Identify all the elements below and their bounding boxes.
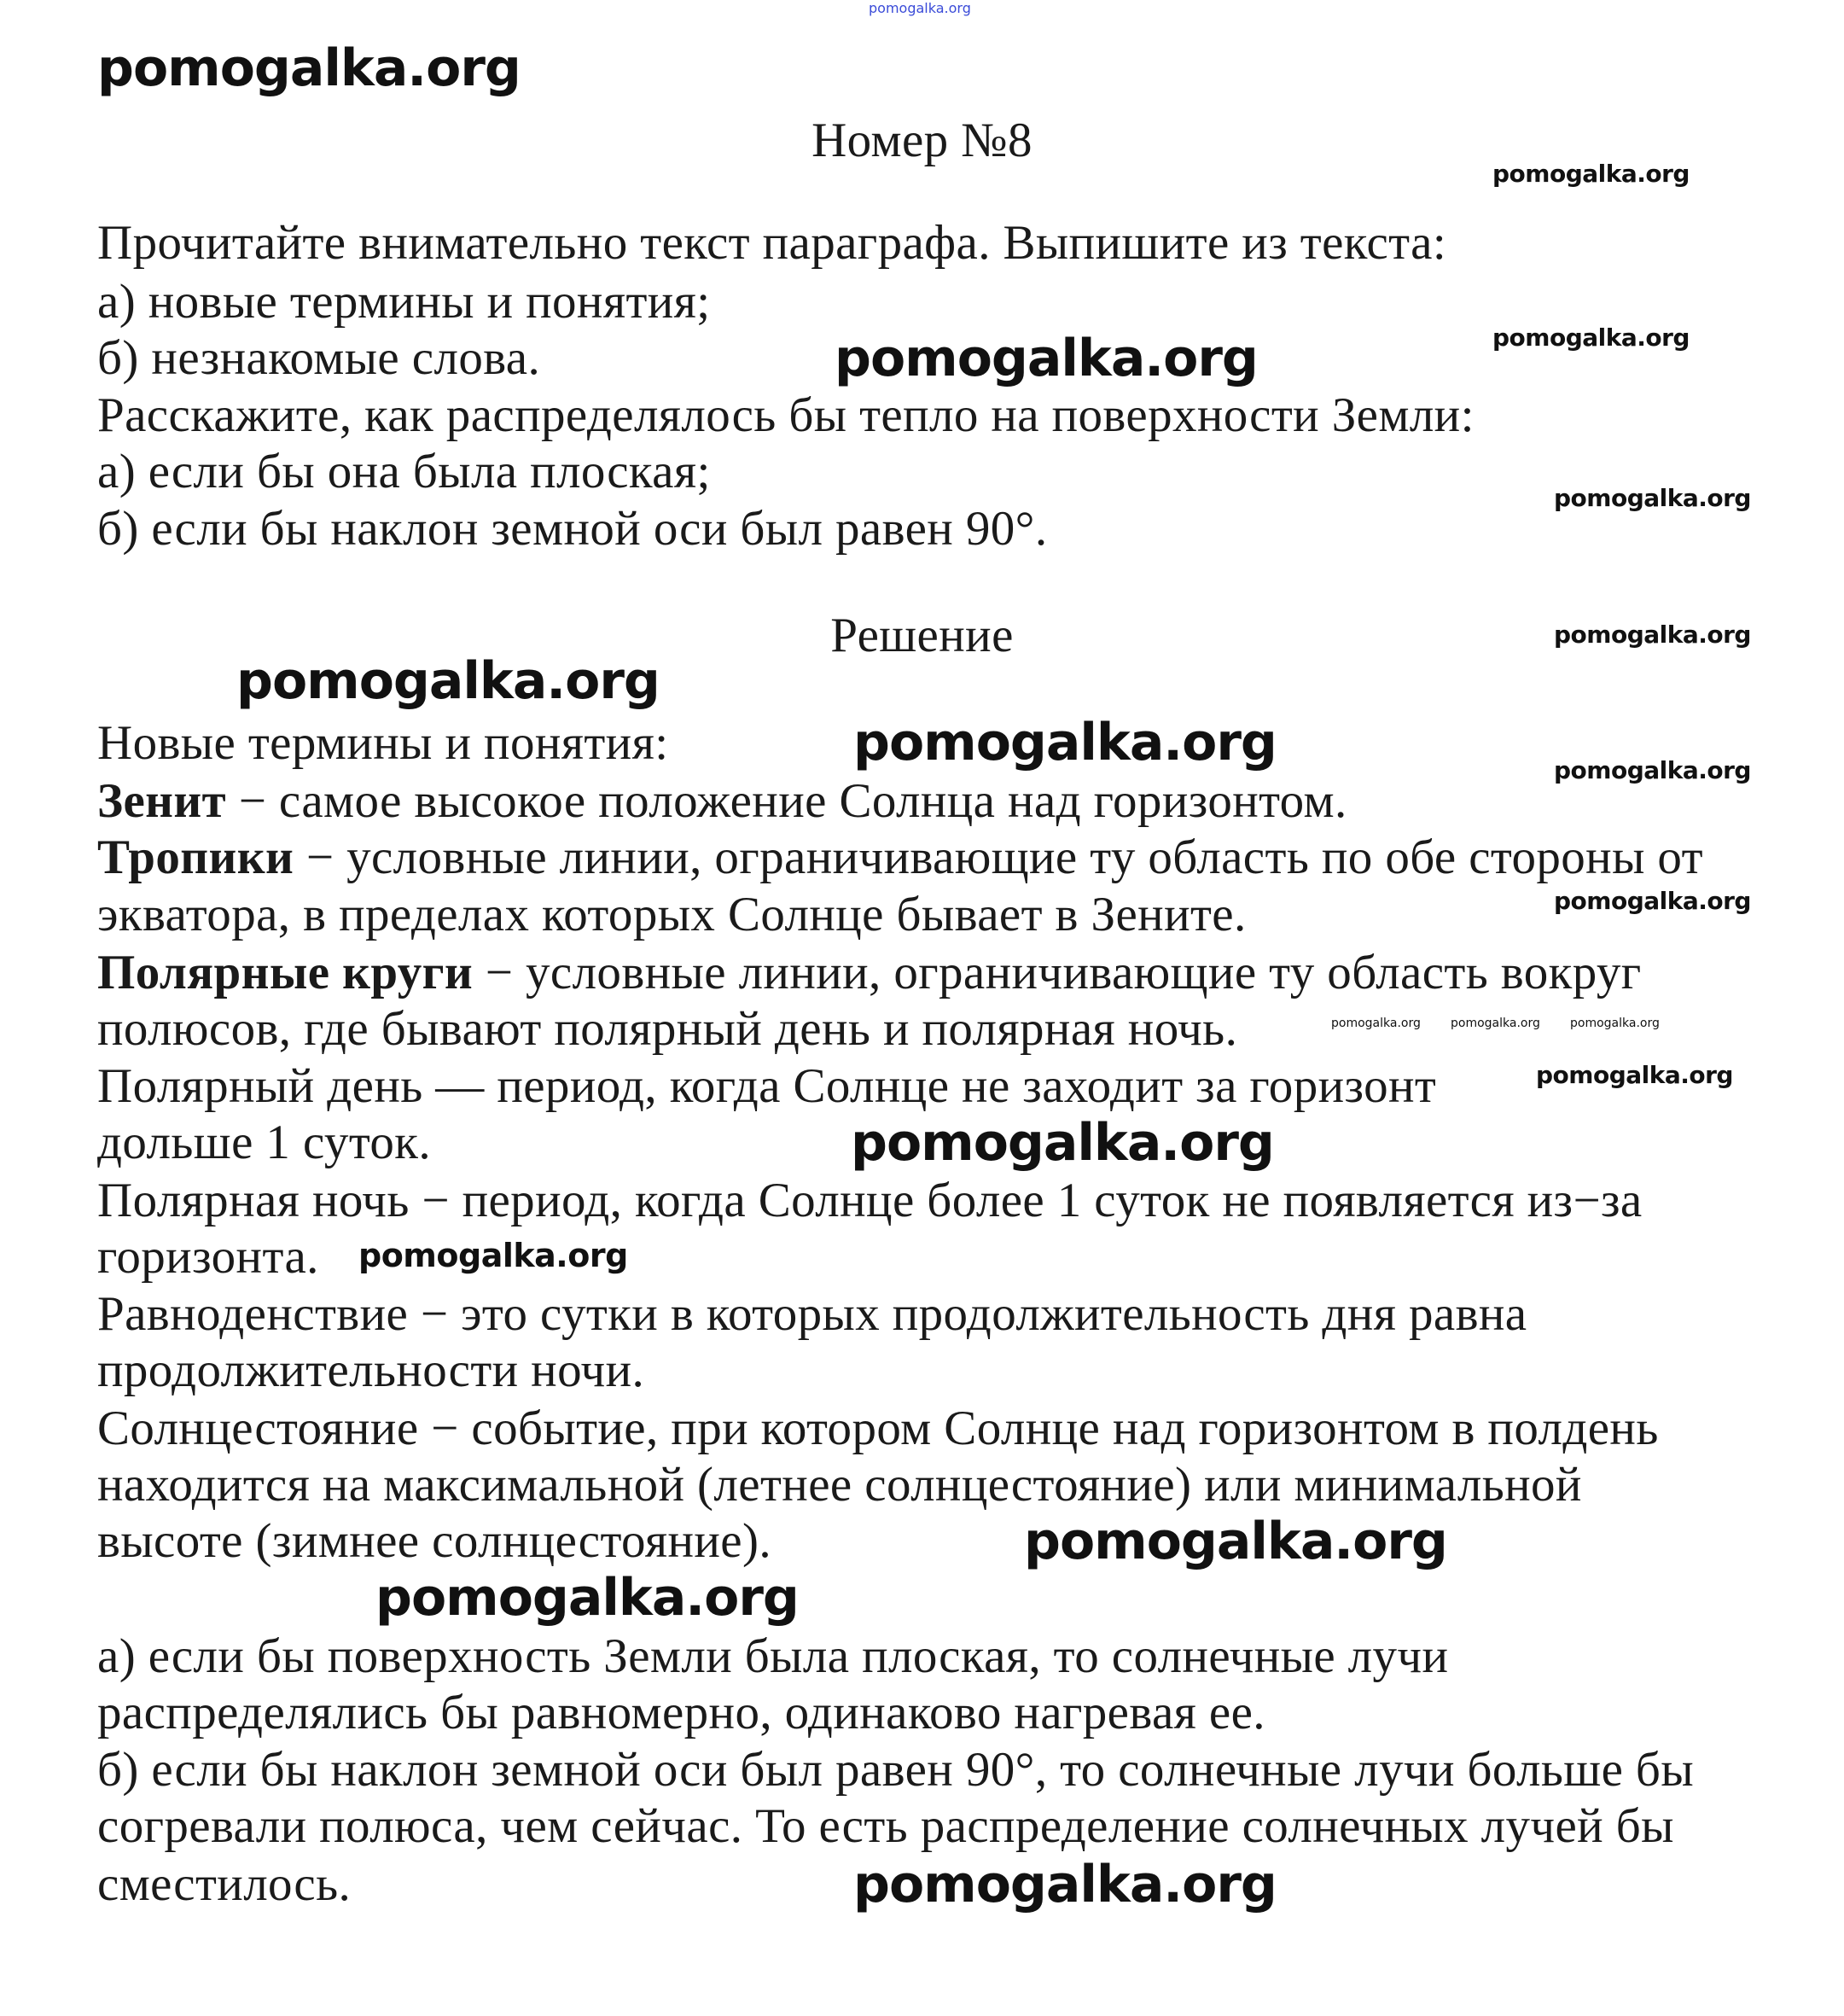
line-text: горизонта.: [97, 1230, 319, 1284]
watermark: pomogalka.org: [853, 713, 1277, 772]
line-text: Расскажите, как распределялось бы тепло на поверхности Земли:: [97, 388, 1475, 442]
line-text: б) если бы наклон земной оси был равен 90°.: [97, 502, 1048, 556]
line-text: продолжительности ночи.: [97, 1343, 645, 1397]
text-line: [97, 1229, 319, 1285]
watermark: pomogalka.org: [1492, 323, 1690, 352]
text-line: [97, 1457, 1582, 1513]
line-text: − условные линии, ограничивающие ту область по обе стороны от: [294, 830, 1703, 884]
watermark: pomogalka.org: [1554, 887, 1751, 915]
text-line: [97, 830, 1703, 886]
line-text: б) незнакомые слова.: [97, 331, 541, 385]
line-text: Полярная ночь − период, когда Солнце более 1 суток не появляется из−за: [97, 1174, 1643, 1227]
line-text: Солнцестояние − событие, при котором Солнце над горизонтом в полдень: [97, 1401, 1659, 1455]
text-line: [97, 1286, 1527, 1343]
text-line: [97, 1401, 1659, 1457]
text-line: [97, 1115, 431, 1171]
line-text: а) новые термины и понятия;: [97, 275, 711, 329]
line-text: Новые термины и понятия:: [97, 716, 669, 770]
text-line: [97, 274, 711, 330]
watermark: pomogalka.org: [1554, 756, 1751, 784]
watermark: pomogalka.org: [1331, 1017, 1421, 1030]
text-line: [97, 1856, 351, 1913]
text-line: [97, 887, 1247, 943]
page-title: Номер №8: [811, 114, 1033, 167]
watermark: pomogalka.org: [1570, 1017, 1660, 1030]
watermark: pomogalka.org: [1536, 1061, 1733, 1089]
text-line: [97, 773, 1347, 830]
watermark: pomogalka.org: [1451, 1017, 1540, 1030]
line-text: высоте (зимнее солнцестояние).: [97, 1514, 771, 1568]
watermark: pomogalka.org: [835, 329, 1258, 388]
header-watermark: pomogalka.org: [869, 0, 971, 16]
line-text: − условные линии, ограничивающие ту область вокруг: [473, 946, 1642, 999]
line-text: б) если бы наклон земной оси был равен 90°, то солнечные лучи больше бы: [97, 1743, 1695, 1797]
line-text: дольше 1 суток.: [97, 1116, 432, 1169]
solution-heading: Решение: [830, 609, 1014, 662]
watermark: pomogalka.org: [851, 1113, 1274, 1173]
line-text: находится на максимальной (летнее солнцестояние) или минимальной: [97, 1458, 1582, 1512]
watermark: pomogalka.org: [1554, 484, 1751, 512]
line-text: согревали полюса, чем сейчас. То есть распределение солнечных лучей бы: [97, 1799, 1674, 1853]
text-line: [97, 387, 1475, 444]
text-line: [97, 1798, 1674, 1855]
text-line: [97, 1343, 644, 1399]
line-text: полюсов, где бывают полярный день и полярная ночь.: [97, 1002, 1238, 1056]
term-bold: Тропики: [97, 830, 294, 884]
line-text: Полярный день — период, когда Солнце не заходит за горизонт: [97, 1059, 1437, 1113]
line-text: а) если бы поверхность Земли была плоская, то солнечные лучи: [97, 1629, 1449, 1683]
watermark: pomogalka.org: [375, 1568, 799, 1628]
line-text: распределялись бы равномерно, одинаково нагревая ее.: [97, 1686, 1265, 1739]
watermark: pomogalka.org: [853, 1855, 1277, 1914]
text-line: [97, 1742, 1694, 1798]
text-line: [97, 1629, 1448, 1685]
line-text: сместилось.: [97, 1857, 352, 1911]
text-line: [97, 945, 1642, 1001]
watermark: pomogalka.org: [236, 651, 660, 711]
text-line: [97, 1685, 1265, 1741]
text-line: [97, 215, 1446, 271]
term-bold: Зенит: [97, 774, 227, 828]
text-line: [97, 1513, 771, 1570]
line-text: Равноденствие − это сутки в которых продолжительность дня равна: [97, 1287, 1527, 1341]
watermark: pomogalka.org: [1024, 1512, 1447, 1571]
line-text: − самое высокое положение Солнца над горизонтом.: [226, 774, 1347, 828]
text-line: [97, 1058, 1436, 1115]
line-text: Прочитайте внимательно текст параграфа. Выпишите из текста:: [97, 216, 1447, 270]
text-line: [97, 1173, 1643, 1229]
text-line: [97, 501, 1047, 557]
watermark: pomogalka.org: [1554, 621, 1751, 649]
line-text: а) если бы она была плоская;: [97, 445, 711, 498]
watermark: pomogalka.org: [97, 38, 521, 98]
text-line: [97, 444, 711, 500]
line-text: экватора, в пределах которых Солнце бывает в Зените.: [97, 888, 1247, 941]
text-line: [97, 715, 668, 772]
watermark: pomogalka.org: [1492, 160, 1690, 188]
text-line: [97, 330, 540, 387]
text-line: [97, 1001, 1237, 1058]
term-bold: Полярные круги: [97, 946, 474, 999]
watermark: pomogalka.org: [358, 1237, 628, 1274]
